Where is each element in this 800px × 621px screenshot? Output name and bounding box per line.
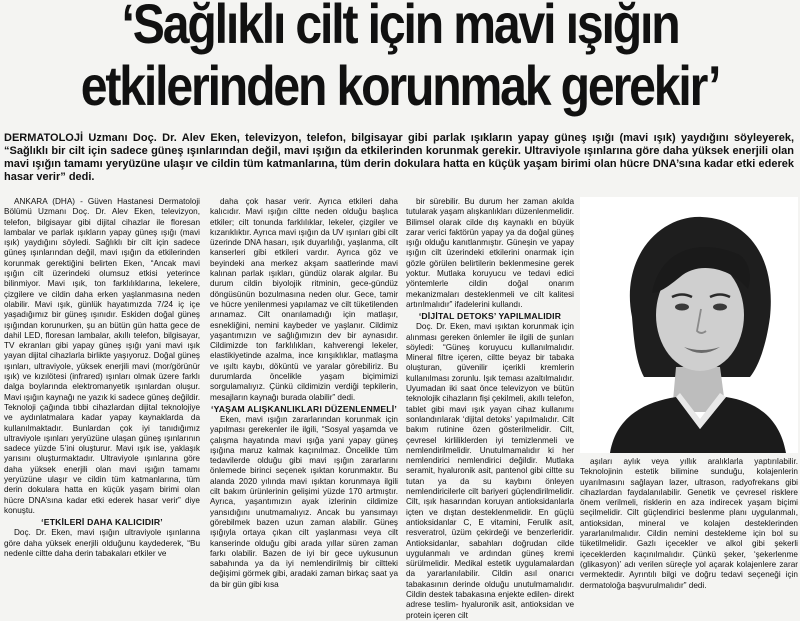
column-2-paragraph-2: Eken, mavi ışığın zararlarından korunmak için yapılması gerekenler ile ilgili, “Sosyal yaşamda ve çalışma hayatında mavi ışığa yani yapay güneş ışığına maruz kalmak kaçınılmaz. Öncelikle tüm tedavilerde olduğu gibi mavi ışığın zararlarını önlemede birinci seçenek ışıktan korunmaktır. Bu alanda 2020 yılında mavi ışıktan korunmaya ilgili cilt bakım ürünlerinin gelişimi yüzde 170 artmıştır. Ayrıca, yaşantımızın ayak izlerinin cildimize yansıdığını unutmamalıyız. Ancak bu yansımayı görebilmek bazen uzun zaman alabilir. Güneş ışığıyla ortaya çıkan cilt yaşlanması veya cilt kanserinde olduğu gibi arada yıllar süren zaman farkı olabilir. Bazen de iyi bir gece uykusunun sabahında ya da iyi nemlendirilmiş bir ciltteki değişimi görmek gibi, aradaki zaman birkaç saat ya da bir gün gibi kısa (210, 414, 398, 589)
column-3-paragraph-1: bir sürebilir. Bu durum her zaman akılda tutularak yaşam alışkanlıkları düzenlenmelidir. Bilimsel olarak cilde dış kaynaklı en büyük zarar verici faktörün yapay ya da doğal güneş ışığı olduğu kanıtlanmıştır. Güneşin ve yapay ışığın cilt üzerindeki etkilerini onarmak için gözle görülen belirtilerin beklenmesine gerek yoktur. Mutlaka koruyucu ve tedavi edici yöntemlerle cildin doğal onarım mekanizmaları desteklenmeli ve cilt kalitesi artırılmalıdır” ifadelerini kullandı. (406, 197, 574, 309)
headline-line-2: etkilerinden korunmak gerekir’ (80, 54, 720, 117)
headline-line-1: ‘Sağlıklı cilt için mavi ışığın (121, 0, 679, 55)
column-4-paragraph-1: aşıları aylık veya yıllık aralıklarla yaptırılabilir. Teknolojinin estetik bilimine sunduğu, kolajenlerin uyarılmasını sağlayan lazer, ultrason, radyofrekans gibi cihazlardan faydalanılabilir. Genetik ve çevresel risklere önem verilmeli, risklerin en aza indirecek yaşam biçimi seçilmelidir. Cilt güçlendirici beslenme planı uygulanmalı, antioksidan, mineral ve kolajen desteklerinden yararlanılmalıdır. Cildin nemini destekleme için bol su tüketilmelidir. Gazlı içecekler ve alkol gibi şekerli içeceklerden kaçınılmalıdır. Çünkü şeker, ‘şekerlenme (glikasyon)’ adı verilen süreçle yol açarak kolajenlere zarar vermektedir. Ayrıntılı bilgi ve doğru tedavi seçeneği için dermatoloğa başvurulmalıdır” dedi. (580, 457, 798, 590)
subheading-yasam: ‘YAŞAM ALIŞKANLIKLARI DÜZENLENMELİ’ (211, 403, 397, 414)
portrait-photo (580, 197, 798, 453)
column-1-paragraph-2: Doç. Dr. Eken, mavi ışığın ultraviyole ışınlarına göre daha yüksek enerjili olduğunu kaydederek, “Bu nedenle ciltte daha derin tabakaları etkiler ve (4, 528, 200, 558)
subheading-dijital-detoks: ‘DİJİTAL DETOKS’ YAPILMALIDIR (418, 311, 562, 322)
article-lead (4, 132, 794, 184)
subheading-etkileri: ‘ETKİLERİ DAHA KALICIDIR’ (41, 517, 163, 528)
lead-kicker: DERMATOLOJİ (4, 132, 84, 144)
lead-text: Uzmanı Doç. Dr. Alev Eken, televizyon, telefon, bilgisayar gibi parlak ışıkların yapay güneş ışığı (mavi ışık) yaydığını söyleyerek, “Sağlıklı bir cilt için sadece güneş ışınlarından değil, mavi ışığın da etkilerinden korunmak gerekir. Ultraviyole ışınlarına göre daha yüksek enerjili olan mavi ışığın tamamı yeryüzüne ulaşır ve cildin tüm katmanlarına, tüm derin dokulara hatta en küçük yaşam birimi olan hücre DNA’sına kadar etki ederek hasar verir” dedi. (4, 132, 794, 183)
article-column-4 (580, 457, 798, 590)
column-1-paragraph-1: ANKARA (DHA) - Güven Hastanesi Dermatoloji Bölümü Uzmanı Doç. Dr. Alev Eken, televizyon, telefon, bilgisayar gibi dijital cihazlar ile floresan lambalar ve parlak ışıkların yapay güneş ışığı (mavi ışık) yaydığını söyledi. Sağlıklı bir cilt için sadece güneş ışınlarından değil, mavi ışığın da etkilerinden korunmak gerektiğini belirten Eken, “Ancak mavi ışığın cilt üzerindeki olumsuz etkisi yeterince bilinmiyor. Mavi ışık, ton farklılıklarına, lekelere, çizgilere ve cildin daha erken yaşlanmasına neden olabilir. Mavi ışık, günlük hayatımızda 7/24 iç içe yaşadığımız bir güneş ışınıdır. Eskiden doğal güneş ışığından korunurken, şu an bütün gün hatta gece de dahil LED, floresan lambalar, akıllı telefon, bilgisayar, TV ekranları gibi yapay güneş ışığı yani mavi ışık yayan dijital cihazlarla birlikte yaşıyoruz. Doğal güneş ışınları, ultraviyole, yüksek enerjili mavi (mor/görünür ışık) ve kızılötesi (infrared) ışınları olmak üzere farklı dalga boylarında elektromanyetik ışınlardan oluşur. Mavi ışığın kaynağı ne yazık ki sadece güneş değildir. Teknoloji çağında tıbbi cihazlardan dijital teknolojiye ve aydınlatmalara kadar yapay kaynaklarda da kullanılmaktadır. Bunlardan çok iyi tanıdığımız ultraviyole ışınları yeryüzüne ulaşan güneş ışınlarının sadece yüzde 5’ini oluşturur. Mavi ışık ise, yaklaşık yarısını oluşturmaktadır. Ultraviyole ışınlarına göre daha yüksek enerjili olan mavi ışığın tamamı yeryüzüne ulaşır ve cildin tüm katmanlarına, tüm derin dokulara hatta en küçük yaşam birimi olan hücre DNA’sına kadar etki ederek hasar verir” diye konuştu. (4, 197, 200, 515)
column-2-paragraph-1: daha çok hasar verir. Ayrıca etkileri daha kalıcıdır. Mavi ışığın ciltte neden olduğu başlıca etkiler; cilt tonunda farklılıklar, lekeler, çizgiler ve kızarıklıktır. Ayrıca mavi ışığın da UV ışınları gibi cilt üzerinde DNA hasarı, ışık duyarlılığı, yaşlanma, cilt kanserleri gibi etkileri vardır. Ayrıca göz ve beyindeki ana merkez akşam saatlerinde mavi kalınan parlak ışıkları, gündüz olarak algılar. Bu durum cildin biyolojik ritminin, gece-gündüz döngüsünün bozulmasına neden olur. Gece, tamir ve hücre yenilenmesi yapılamaz ve cilt tüketilenden arınamaz. Cilt onarılamadığı için matlaşır, esnekliğini, nemini kaybeder ve yaşlanır. Cildimiz yaşantımızın ve sağlığımızın dev bir aynasıdır. Cildimizde ton farklılıkları, kahverengi lekeler, elastikiyetinde azalma, ince kırışıklıklar, matlaşma ve ışıltı kaybı, döküntü ve yaralar görebiliriz. Bu durumlarda öncelikle yaşam biçimimizi sorgulamalıyız. Çünkü cildimizin verdiği tepkilerin, mesajların kaynağı burada olabilir” dedi. (210, 197, 398, 402)
article-column-2 (210, 197, 398, 589)
article-column-3 (406, 197, 574, 620)
portrait-illustration (580, 197, 798, 453)
article-column-1 (4, 197, 200, 572)
column-3-paragraph-2: Doç. Dr. Eken, mavi ışıktan korunmak için alınması gereken önlemler ile ilgili de şunları söyledi: “Güneş koruyucu kullanılmalıdır. Mineral filtre içeren, ciltte beyaz bir tabaka oluşturan, güvenilir içerikli kremlerin kullanılması zorunlu. Işık teması azaltılmalıdır. Uyumadan iki saat önce televizyon ve bütün teknolojik cihazların fişi çekilmeli, akıllı telefon, tablet gibi mavi ışık yayan cihaz kullanımı sonlandırılarak ‘dijital detoks’ yapılmalıdır. Cilt bakım rutinine özen gösterilmelidir. Cilt, çevresel kirliliklerden iyi temizlenmeli ve nemlendirilmelidir. Unutulmamalıdır ki her nemlendirici nemlendirici değildir. Mutlaka seramit, hyaluronik asit, pantenol gibi ciltte su tutan ya da su kaybını önleyen nemlendiricilerle cilt bariyeri güçlendirilmelidir. Cilt, ışık hasarından koruyan antioksidanlarla içten ve dıştan desteklenmelidir. En güçlü antioksidanlar C, E vitamini, Ferulik asit, resveratrol, üzüm çekirdeği ve benzerleridir. Antioksidanlar, sabahları doğrudan cilde uygulanmalı ve ardından güneş kremi sürülmelidir. Medikal estetik uygulamalardan da yararlanılabilir. Cildin asıl onarıcı tabakasının derinde olduğu unutulmamalıdır. Cildin destek tabakasına enjekte edilen- direkt adrese teslim- hyaluronik asit, antioksidan ve protein içeren cilt (406, 322, 574, 620)
